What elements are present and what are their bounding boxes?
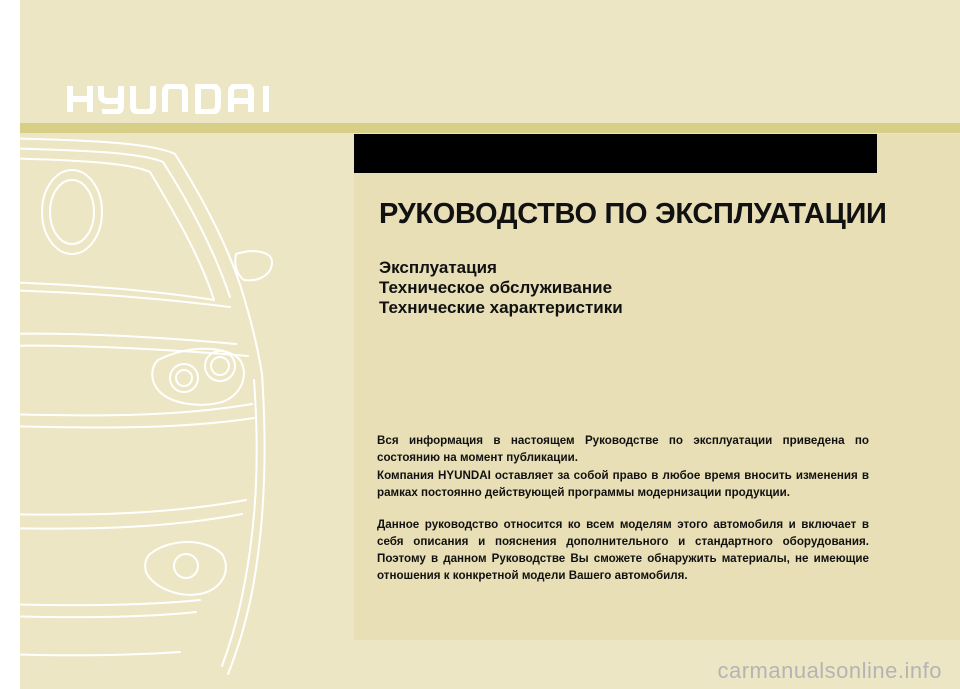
subtitle-maintenance: Техническое обслуживание bbox=[379, 278, 613, 297]
info-paragraph: Вся информация в настоящем Руководстве по эксплуатации приведена по состоянию на момент публикации. bbox=[377, 434, 869, 464]
info-paragraph: Компания HYUNDAI оставляет за собой право в любое время вносить изменения в рамках постоянно действующей программы модернизации продукции. bbox=[377, 469, 869, 499]
subtitle-specifications: Технические характеристики bbox=[379, 298, 623, 317]
hyundai-logo bbox=[65, 84, 275, 114]
car-line-art bbox=[0, 134, 354, 689]
info-paragraph: Данное руководство относится ко всем моделям этого автомобиля и включает в себя описания и пояснения дополнительного и стандартного оборудования. Поэтому в данном Руководстве Вы сможете обнаружить материалы, не имеющие отношения к конкретной модели Вашего автомобиля. bbox=[377, 518, 869, 582]
watermark-text: carmanualsonline.info bbox=[717, 658, 942, 683]
accent-stripe bbox=[20, 123, 960, 133]
title-bar bbox=[354, 134, 877, 173]
document-title: РУКОВОДСТВО ПО ЭКСПЛУАТАЦИИ bbox=[379, 198, 887, 230]
subtitle-operation: Эксплуатация bbox=[379, 258, 497, 277]
